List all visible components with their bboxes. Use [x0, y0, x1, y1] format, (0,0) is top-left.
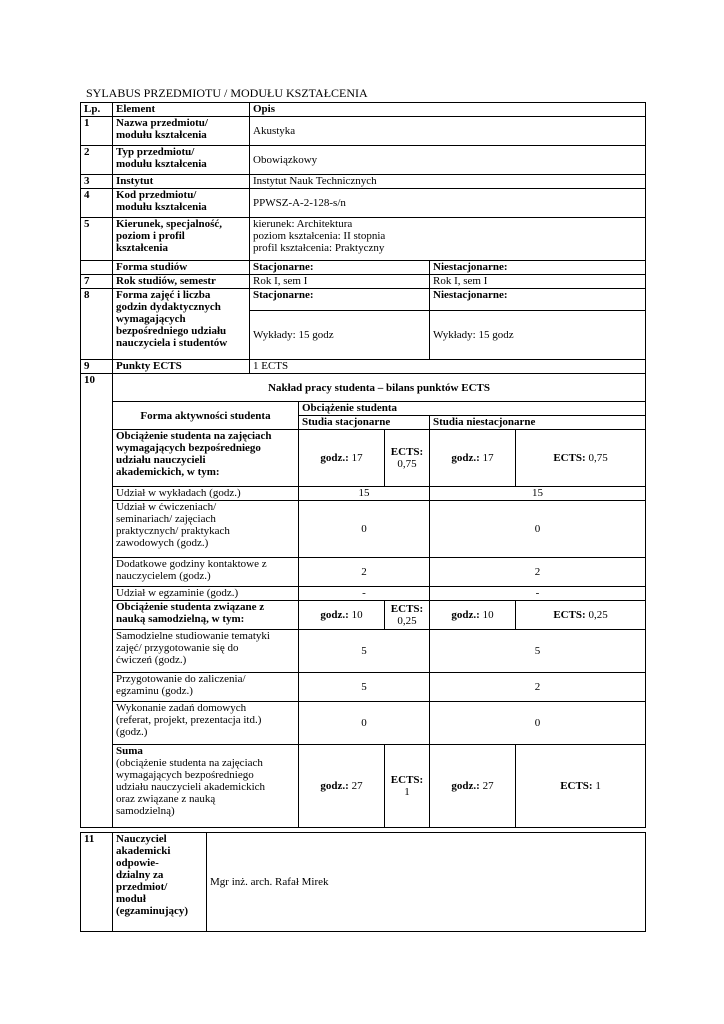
stac-godz: godz.: 17 [299, 430, 385, 487]
niestacjonarne-head: Niestacjonarne: [430, 261, 646, 275]
sum-label: Suma (obciążenie studenta na zajęciach wymagających bezpośredniego udziału nauczycieli akademickich oraz związane z nauką samodzielną) [113, 745, 299, 828]
row-subject-code [81, 189, 646, 218]
stac-ects: ECTS: 0,25 [385, 601, 430, 630]
row-label: Rok studiów, semestr [113, 275, 250, 289]
row-exercises [81, 501, 646, 558]
load-head: Obciążenie studenta [299, 402, 646, 416]
row-number: 10 [81, 374, 113, 828]
row-label: Udział w egzaminie (godz.) [113, 587, 299, 601]
niestac-value: 5 [430, 630, 646, 673]
row-label: Forma studiów [113, 261, 250, 275]
row-field-of-study [81, 218, 646, 261]
workload-heading: Nakład pracy studenta – bilans punktów ECTS [113, 374, 646, 402]
row-number: 8 [81, 289, 113, 360]
niestac-godz: godz.: 10 [430, 601, 516, 630]
stac-value: 5 [299, 630, 430, 673]
niestac-value: 2 [430, 558, 646, 587]
row-value: Obowiązkowy [250, 146, 646, 175]
workload-head-row [81, 402, 646, 416]
stac-value: - [299, 587, 430, 601]
niestacjonarne-head: Niestacjonarne: [430, 289, 646, 311]
stac-value: 5 [299, 673, 430, 702]
row-label: Kierunek, specjalność, poziom i profil kształcenia [113, 218, 250, 261]
row-number: 9 [81, 360, 113, 374]
niestac-ects: ECTS: 0,25 [516, 601, 646, 630]
row-subject-name [81, 117, 646, 146]
niestacjonarne-head: Studia niestacjonarne [430, 416, 646, 430]
row-label: Kod przedmiotu/ modułu kształcenia [113, 189, 250, 218]
row-value: 1 ECTS [250, 360, 646, 374]
row-label: Punkty ECTS [113, 360, 250, 374]
stac-ects: ECTS: 0,75 [385, 430, 430, 487]
row-number: 2 [81, 146, 113, 175]
row-label: Udział w wykładach (godz.) [113, 487, 299, 501]
row-workload-heading [81, 374, 646, 402]
empty-cell [81, 261, 113, 275]
stac-ects: ECTS: 1 [385, 745, 430, 828]
niestacjonarne-value: Rok I, sem I [430, 275, 646, 289]
row-year-semester [81, 275, 646, 289]
row-label: Instytut [113, 175, 250, 189]
row-institute [81, 175, 646, 189]
row-label: Obciążenie studenta na zajęciach wymagających bezpośredniego udziału nauczycieli akademickich, w tym: [113, 430, 299, 487]
row-sum [81, 745, 646, 828]
row-label: Forma zajęć i liczba godzin dydaktycznych wymagających bezpośredniego udziału nauczyciela i studentów [113, 289, 250, 360]
row-label: Nauczyciel akademicki odpowie- dzialny za przedmiot/ moduł (egzaminujący) [113, 833, 207, 932]
row-self-study [81, 630, 646, 673]
row-number: 5 [81, 218, 113, 261]
niestac-godz: godz.: 17 [430, 430, 516, 487]
header-element: Element [113, 103, 250, 117]
row-homework [81, 702, 646, 745]
niestac-value: 15 [430, 487, 646, 501]
row-label: Samodzielne studiowanie tematyki zajęć/ przygotowanie się do ćwiczeń (godz.) [113, 630, 299, 673]
stacjonarne-head: Studia stacjonarne [299, 416, 430, 430]
row-lectures [81, 487, 646, 501]
stac-value: 0 [299, 501, 430, 558]
stacjonarne-value: Rok I, sem I [250, 275, 430, 289]
row-number: 11 [81, 833, 113, 932]
stac-value: 0 [299, 702, 430, 745]
row-ects-points [81, 360, 646, 374]
teacher-name: Mgr inż. arch. Rafał Mirek [207, 833, 646, 932]
row-class-form-head [81, 289, 646, 311]
row-number: 7 [81, 275, 113, 289]
row-study-form [81, 261, 646, 275]
header-lp: Lp. [81, 103, 113, 117]
row-value: Akustyka [250, 117, 646, 146]
stac-value: 15 [299, 487, 430, 501]
activity-head: Forma aktywności studenta [113, 402, 299, 430]
row-label: Obciążenie studenta związane z nauką samodzielną, w tym: [113, 601, 299, 630]
row-label: Typ przedmiotu/ modułu kształcenia [113, 146, 250, 175]
row-self-study-load [81, 601, 646, 630]
row-exam [81, 587, 646, 601]
row-teacher [81, 833, 646, 932]
niestac-ects: ECTS: 0,75 [516, 430, 646, 487]
niestac-value: 0 [430, 702, 646, 745]
row-value: kierunek: Architektura poziom kształcenia: II stopnia profil kształcenia: Praktyczny [250, 218, 646, 261]
row-label: Przygotowanie do zaliczenia/ egzaminu (godz.) [113, 673, 299, 702]
stacjonarne-head: Stacjonarne: [250, 289, 430, 311]
niestac-value: 0 [430, 501, 646, 558]
niestac-value: - [430, 587, 646, 601]
stacjonarne-head: Stacjonarne: [250, 261, 430, 275]
niestac-ects: ECTS: 1 [516, 745, 646, 828]
row-label: Udział w ćwiczeniach/ seminariach/ zajęciach praktycznych/ praktykach zawodowych (godz.) [113, 501, 299, 558]
document-title: SYLABUS PRZEDMIOTU / MODUŁU KSZTAŁCENIA [86, 86, 368, 100]
row-exam-prep [81, 673, 646, 702]
niestac-godz: godz.: 27 [430, 745, 516, 828]
row-value: PPWSZ-A-2-128-s/n [250, 189, 646, 218]
row-label: Dodatkowe godziny kontaktowe z nauczycielem (godz.) [113, 558, 299, 587]
header-opis: Opis [250, 103, 646, 117]
stacjonarne-value: Wykłady: 15 godz [250, 311, 430, 360]
header-row [81, 103, 646, 117]
row-number: 4 [81, 189, 113, 218]
row-value: Instytut Nauk Technicznych [250, 175, 646, 189]
row-label: Wykonanie zadań domowych (referat, projekt, prezentacja itd.) (godz.) [113, 702, 299, 745]
row-extra-contact [81, 558, 646, 587]
syllabus-table [80, 102, 646, 828]
row-subject-type [81, 146, 646, 175]
teacher-table [80, 832, 646, 932]
niestacjonarne-value: Wykłady: 15 godz [430, 311, 646, 360]
stac-value: 2 [299, 558, 430, 587]
niestac-value: 2 [430, 673, 646, 702]
stac-godz: godz.: 10 [299, 601, 385, 630]
stac-godz: godz.: 27 [299, 745, 385, 828]
row-number: 1 [81, 117, 113, 146]
row-label: Nazwa przedmiotu/ modułu kształcenia [113, 117, 250, 146]
row-number: 3 [81, 175, 113, 189]
row-contact-load [81, 430, 646, 487]
